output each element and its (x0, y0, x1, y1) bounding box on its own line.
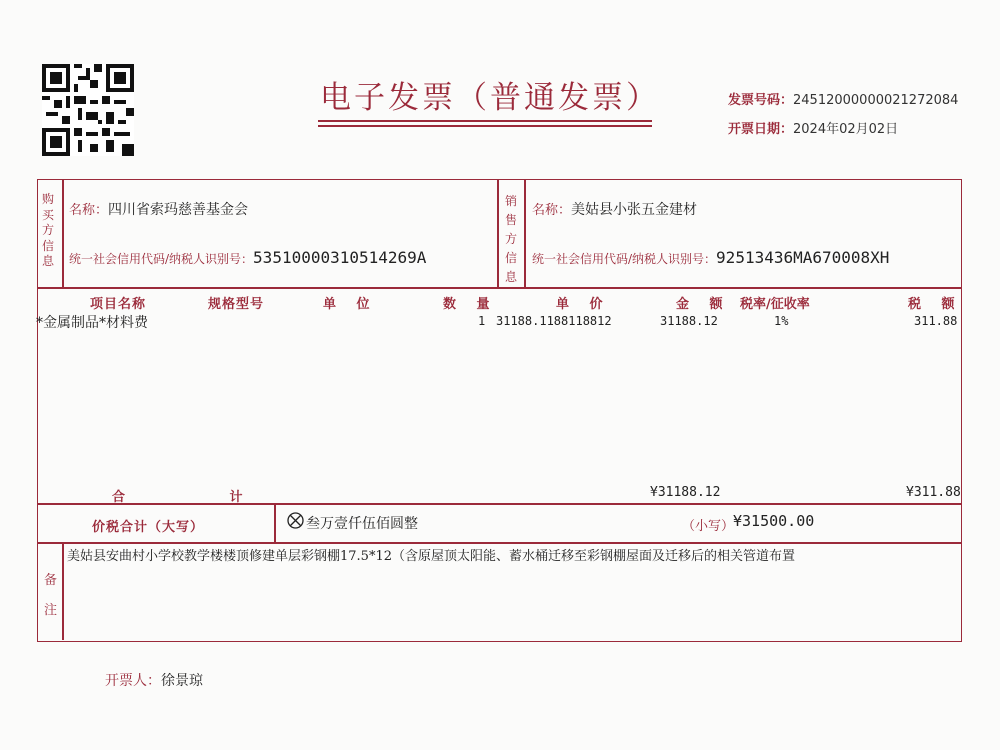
col-header-tax: 税 额 (908, 297, 963, 312)
total-row-divider (274, 503, 276, 542)
item-tax: 311.88 (914, 314, 958, 328)
sum-tax: ¥311.88 (906, 485, 961, 500)
sum-label: 合 计 (112, 490, 293, 505)
seller-section-text: 销售方信息 (504, 194, 517, 284)
col-header-rate: 税率/征收率 (740, 297, 810, 312)
col-header-qty: 数 量 (443, 297, 498, 312)
title-underline-2 (318, 125, 652, 127)
seller-section-label (504, 192, 518, 287)
item-price: 31188.1188118812 (496, 314, 612, 328)
remarks-divider (37, 542, 962, 544)
issuer-label: 开票人： (105, 673, 161, 689)
total-small-value: ¥31500.00 (733, 512, 815, 530)
item-name: *金属制品*材料费 (36, 315, 148, 331)
party-middle-divider (497, 179, 499, 287)
seller-label-divider (524, 179, 526, 287)
buyer-name: 四川省索玛慈善基金会 (108, 202, 249, 218)
total-small-label: （小写） (682, 519, 735, 534)
col-header-name: 项目名称 (90, 297, 147, 312)
buyer-tax-row (69, 248, 426, 267)
buyer-label-divider (62, 179, 64, 287)
issuer-row (105, 670, 203, 690)
invoice-number-label: 发票号码： (728, 93, 794, 108)
item-amount: 31188.12 (660, 314, 718, 328)
invoice-date: 2024年02月02日 (793, 122, 899, 137)
remarks-text: 美姑县安曲村小学校教学楼楼顶修建单层彩钢棚17.5*12（含原屋顶太阳能、蓄水桶迁移至彩钢棚屋面及迁移后的相关管道布置 (67, 549, 795, 564)
title-underline (318, 120, 652, 122)
col-header-spec: 规格型号 (208, 297, 265, 312)
remarks-label-1: 备 (44, 573, 58, 588)
seller-tax-id: 92513436MA670008XH (716, 248, 890, 267)
item-rate: 1% (774, 314, 789, 328)
invoice-number: 24512000000021272084 (793, 93, 959, 108)
invoice-date-label: 开票日期： (728, 122, 794, 137)
qr-code (42, 64, 134, 156)
buyer-section-label (41, 192, 55, 270)
seller-name: 美姑县小张五金建材 (571, 202, 698, 218)
seller-tax-label: 统一社会信用代码/纳税人识别号： (532, 252, 717, 266)
invoice-number-row (728, 89, 958, 108)
seller-name-label: 名称： (532, 203, 572, 218)
invoice-title: 电子发票（普通发票） (320, 80, 660, 116)
remarks-label-2: 注 (44, 603, 58, 618)
buyer-tax-label: 统一社会信用代码/纳税人识别号： (69, 252, 254, 266)
col-header-unit: 单 位 (323, 297, 378, 312)
seller-tax-row (532, 248, 889, 267)
buyer-name-label: 名称： (69, 203, 109, 218)
total-words: 叁万壹仟伍佰圆整 (306, 516, 418, 532)
col-header-amount: 金 额 (676, 297, 731, 312)
item-qty: 1 (478, 314, 486, 328)
cross-circle-icon (287, 512, 304, 529)
buyer-name-row (69, 199, 248, 219)
sum-amount: ¥31188.12 (650, 485, 721, 500)
party-divider (37, 287, 962, 289)
invoice-date-row (728, 118, 898, 137)
buyer-section-text: 购买方信息 (41, 192, 54, 268)
issuer-name: 徐景琼 (161, 673, 203, 689)
col-header-price: 单 价 (556, 297, 611, 312)
remarks-label-divider (62, 542, 64, 640)
total-words-label: 价税合计（大写） (92, 520, 205, 535)
seller-name-row (532, 199, 697, 219)
buyer-tax-id: 53510000310514269A (253, 248, 427, 267)
